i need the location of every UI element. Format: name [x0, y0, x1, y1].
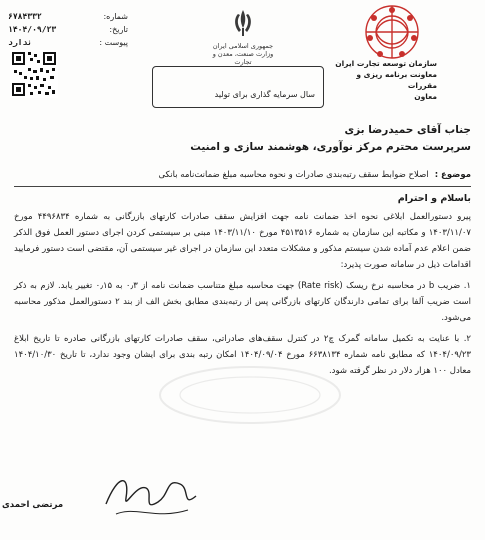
list-item: ۱. ضریب b در محاسبه نرخ ریسک (Rate risk) جهت محاسبه مبلغ متناسب ضمانت نامه از ۰٫۳ به ۰٫۱۵ تغییر یابد. لازم به ذکر است ضریب آلفا برای تمامی دارندگان کارتهای بازرگانی پس از رتبه‌بندی مطابق بخش الف از بند ۲ دستورالعمل مذکور محاسبه می‌شود. — [14, 281, 471, 323]
recipient-title: سرپرست محترم مرکز نوآوری، هوشمند سازی و امنیت — [190, 141, 471, 153]
recipient-name: جناب آقای حمیدرضا بزی — [344, 124, 471, 136]
org-deputy: معاونت برنامه ریزی و مقررات — [356, 70, 437, 90]
subject-label: موضوع : — [434, 170, 471, 180]
subject-text: اصلاح ضوابط سقف رتبه‌بندی صادرات و نحوه محاسبه مبلغ ضمانت‌نامه بانکی — [158, 170, 429, 180]
qr-code — [10, 50, 58, 98]
date-value: ۱۴۰۴/۰۹/۲۳ — [8, 25, 57, 34]
greeting: باسلام و احترام — [397, 193, 471, 204]
letter-body — [14, 122, 471, 379]
signer-name: مرتضی احمدی — [2, 500, 64, 510]
subject-line — [14, 170, 471, 180]
iran-emblem-icon — [230, 8, 256, 38]
stamp-watermark — [150, 360, 350, 430]
number-value: ۶۷۸۴۳۳۲ — [8, 12, 42, 21]
list-item: ۲. با عنایت به تکمیل سامانه گمرک چ۲ در کنترل سقف‌های صادراتی، سقف صادرات کارتهای بازرگانی صادره تا تاریخ ابلاغ ۱۴۰۴/۰۹/۲۳ که مطابق نامه شماره ۶۶۳۸۱۳۴ مورخ ۱۴۰۴/۰۹/۰۴ امکان رتبه بندی برای ایشان وجود ندارد، تا تاریخ ۱۴۰۴/۱۰/۳۰ معادل ۱۰۰ هزار دلار در نظر گرفته شود. — [14, 334, 471, 376]
org-role: معاون — [414, 92, 437, 101]
number-row — [8, 10, 128, 23]
slogan-text: سال سرمایه گذاری برای تولید — [214, 90, 315, 99]
ministry-header — [208, 8, 278, 66]
organization-block — [327, 58, 437, 102]
org-name: سازمان توسعه تجارت ایران — [335, 59, 437, 68]
signature-image — [96, 454, 206, 534]
date-row — [8, 23, 128, 36]
republic-text: جمهوری اسلامی ایران — [212, 42, 274, 50]
date-label: تاریخ: — [109, 25, 128, 34]
attachment-label: پیوست : — [99, 38, 128, 47]
attachment-value: ندارد — [8, 38, 33, 47]
slogan-box — [152, 66, 324, 108]
intro-paragraph: پیرو دستورالعمل ابلاغی نحوه اخذ ضمانت نامه جهت افزایش سقف صادرات کارتهای بازرگانی به شماره ۴۴۹۶۸۳۴ مورخ ۱۴۰۳/۱۱/۰۷ و مکاتبه این سازمان به شماره ۴۵۱۳۵۱۶ مورخ ۱۴۰۳/۱۱/۱۰ مبنی بر سیستمی کردن اجرای دستور العمل فوق الذکر ضمن اعلام عدم آماده شدن سیستم مذکور و مشکلات متعدد این سازمان در اجرای غیر سیستمی آن، مقتضی است دستور فرمایید اقدامات ذیل در سامانه صورت پذیرد: — [14, 212, 471, 270]
attachment-row — [8, 36, 128, 49]
subject-divider — [14, 186, 471, 187]
letter-meta — [8, 10, 128, 49]
ministry-text: وزارت صنعت، معدن و تجارت — [212, 50, 274, 66]
number-label: شماره: — [103, 12, 128, 21]
